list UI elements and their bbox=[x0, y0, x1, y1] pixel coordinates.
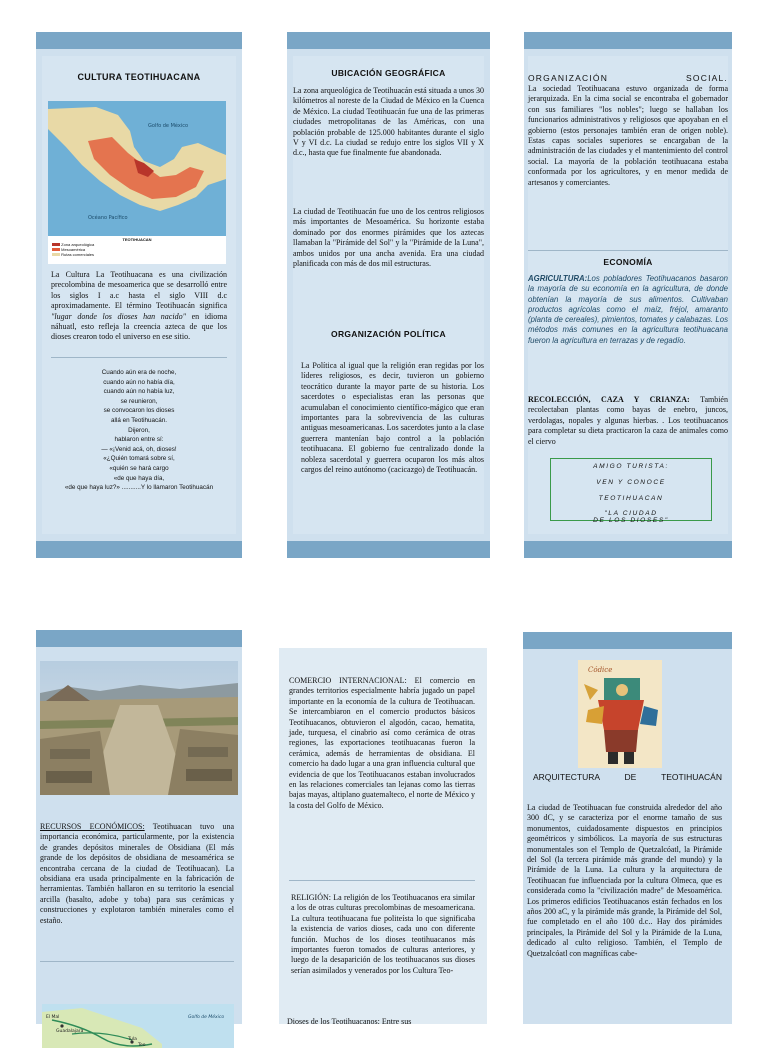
section-title: ECONOMÍA bbox=[603, 257, 653, 267]
divider bbox=[528, 250, 728, 251]
panel-recursos bbox=[36, 630, 242, 1048]
map-label: Guadalajara bbox=[56, 1029, 84, 1034]
trade-route-map bbox=[42, 1004, 234, 1048]
ocean-label: Océano Pacífico bbox=[88, 215, 128, 221]
ciudad-paragraph: La ciudad de Teotihuacán fue uno de los centros religiosos más importantes de Mesoamérica. Su horizonte estaba dominado por dos enormes pirámides que los aztecas llamaban la "Pirámide del Sol" y la "Pirámide de la Luna", ambos unidos por una ancha avenida. Era una ciudad planificada con más de dos mil estructuras. bbox=[293, 207, 484, 269]
panel-cultura bbox=[36, 32, 242, 558]
dioses-paragraph: Dioses de los Teotihuacanos: Entre sus bbox=[287, 1017, 412, 1026]
comercio-paragraph: COMERCIO INTERNACIONAL: El comercio en grandes territorios especialmente habría jugado un papel importante en la economía de la cultura de Teotihuacan. Se intercambiaron en el comercio productos básicos Teotihuacanos, obtuvieron el algodón, cacao, hematita, jade, turquesa, el cinabrio así como cerámica de otras regiones, las exportaciones teotihuacanas fueron la cerámica, además de herramientas de obsidiana. El comercio ha dado lugar a una gran influencia cultural que evidencia de que los Teotihuacanos estaban involucrados en las relaciones comerciales tan lejanas como las tierras bajas mayas, altiplano guatemalteco, el norte de México y la costa del Golfo de México. bbox=[289, 676, 476, 810]
panel-top-bar bbox=[523, 632, 732, 649]
intro-paragraph: La Cultura La Teotihuacana es una civilización precolombina de mesoamerica que se desarrolló entre los siglos I a.c hasta el siglo VIII d.c aproximadamente. El término Teotihuacán significa "lugar donde los dioses han nacido" en idioma náhuatl, esto refleja la creencia azteca de que los dioses crearon todo el universo en ese sitio. bbox=[51, 270, 227, 342]
mesoamerica-map bbox=[48, 101, 226, 236]
legend-item: Rutas comerciales bbox=[52, 252, 222, 257]
ubicacion-paragraph: La zona arqueológica de Teotihuacán está situada a unos 30 kilómetros al noreste de la Ciudad de México en la Cuenca de México. La ciudad Teotihuacán fue una de las primeras ciudades metropolitanas de las Américas, con una población probable de 125.000 habitantes durante el siglo V y VI d.c. La ciudad se redujo entre los siglos VII y X d.c., hasta que fue finalmente fue abandonada. bbox=[293, 86, 484, 158]
agricultura-paragraph: AGRICULTURA:Los pobladores Teotihuacanos basaron la mayoría de su economía en la agricultura, de donde obtenían la mayoría de sus alimentos. Cultivaban productos agrícolas como el maíz, fréjol, amaranto (planta de cereales), pimientos, tomates y calabazas. Los métodos más comunes en la agricultura teotihuacana fueron la agricultura en terrazas y de regadío. bbox=[528, 274, 728, 345]
section-title: ORGANIZACIÓN POLÍTICA bbox=[331, 329, 446, 339]
politica-paragraph: La Política al igual que la religión eran regidas por los líderes religiosos, es decir, tuvieron un gobierno teocrático durante la mayor parte de su historia. Los sacerdotes o especialistas eran las personas que acumulaban el conocimiento científico-mágico que eran importantes para la sobrevivencia de las culturas antiguas mesoamericanas. Los sacerdotes junto a la clase guerrera mantenían bajo control a la población teotihuacana. El gobierno fue centralizado donde la nobleza sacerdotal y guerrera ocuparon los más altos cargos del reino autónomo (cacicazgo) de Teotihuacán. bbox=[301, 361, 484, 475]
panel-top-bar bbox=[36, 630, 242, 647]
arquitectura-paragraph: La ciudad de Teotihuacan fue construida alrededor del año 300 dC, y se caracteriza por el enorme tamaño de sus monumentos, cuidadosamente dispuestos en principios geométricos y simbólicos. La mayoría de sus estructuras monumentales son el Templo de Quetzalcóatl, la Pirámide del Sol (la tercera pirámide más grande del mundo) y la Pirámide de la Luna. La cultura y la arquitectura de Teotihuacan fue influenciada por la cultura Olmeca, que es considerada como la "civilización madre" de Mesoamérica. Los primeros edificios Teotihuacanos están fechados en los años 200 aC, y la pirámide más grande, la Pirámide del Sol, fue completado en el año 100 d.c.. Hay dos pirámides principales, la Pirámide del Sol y la Pirámide de la Luna, dedicado al culto religioso. También, el Templo de Quetzalcóatl con magníficas cabe- bbox=[527, 803, 722, 958]
poem: Cuando aún era de noche, cuando aún no había día, cuando aún no había luz, se reunieron, se convocaron los dioses allá en Teotihuacán. Dijeron, hablaron entre sí: — «¡Venid acá, oh, dioses! «¿Quién tomará sobre sí, «quién se hará cargo «de que haya día, «de que haya luz?» ...........Y lo llamaron Teotihuacán bbox=[64, 369, 214, 492]
map-legend bbox=[48, 236, 226, 264]
legend-item: Zona arqueológica bbox=[52, 242, 222, 247]
panel-top-bar bbox=[524, 32, 732, 49]
panel-bottom-bar bbox=[524, 541, 732, 558]
panel-ubicacion bbox=[287, 32, 490, 558]
map-label: Tula bbox=[128, 1037, 137, 1042]
codex-label: Códice bbox=[588, 666, 613, 674]
legend-item: Mesoamérica bbox=[52, 247, 222, 252]
panel-bottom-bar bbox=[287, 541, 490, 558]
map-legend-title: TEOTIHUACAN bbox=[122, 237, 152, 242]
panel-social bbox=[524, 32, 732, 558]
recursos-paragraph: RECURSOS ECONÓMICOS: Teotihuacan tuvo una importancia económica, particularmente, por la existencia de grandes depósitos minerales de Obsidiana (El más grande de los depósitos de obsidiana de mesoamérica se encontraba cercana de la ciudad de Teotihuacan). La obsidiana era usada principalmente en la fabricación de herramientas. También hallaron en su territorio la esencial arcilla (basalto, adobe y toba) para sus cerámicas y construcciones y explotaron también minerales como el estaño. bbox=[40, 822, 234, 925]
recoleccion-paragraph: RECOLECCIÓN, CAZA Y CRIANZA: También recolectaban plantas como bayas de enebro, juncos, verdolagas, nopales y algunas hierbas. . Los teotihuacanos para completar su dieta practicaron la caza de animales como el ciervo bbox=[528, 395, 728, 446]
religion-paragraph: RELIGIÓN: La religión de los Teotihuacanos era similar a los de otras culturas precolombinas de mesoamericana. La cultura teotihuacana fue politeísta lo que significaba la existencia de varios dioses, cada uno con diferente función. Muchos de los dioses teotihuacanos más importantes fueron tomados de culturas anteriores, y luego de la desaparición de los teotihuacanos sus dioses serían asimilados y venerados por los Cultura Teo- bbox=[291, 893, 475, 975]
section-title: ORGANIZACIÓN SOCIAL. bbox=[528, 73, 728, 83]
map-label: Teo bbox=[138, 1043, 146, 1048]
map-label: El Mal bbox=[46, 1015, 60, 1020]
map-label: Golfo de México bbox=[188, 1015, 225, 1020]
panel-top-bar bbox=[36, 32, 242, 49]
divider bbox=[51, 357, 227, 358]
section-title: UBICACIÓN GEOGRÁFICA bbox=[331, 68, 446, 78]
section-title: CULTURA TEOTIHUACANA bbox=[77, 72, 201, 82]
panel-bottom-bar bbox=[36, 541, 242, 558]
codex-image bbox=[578, 660, 662, 768]
divider bbox=[289, 880, 475, 881]
tourist-box: AMIGO TURISTA: VEN Y CONOCE TEOTIHUACAN "LA CIUDAD DE LOS DIOSES" bbox=[550, 458, 712, 521]
divider bbox=[40, 961, 234, 962]
panel-arquitectura bbox=[523, 632, 732, 1024]
panel-top-bar bbox=[287, 32, 490, 49]
gulf-label: Golfo de México bbox=[148, 123, 189, 129]
panel-comercio bbox=[279, 648, 487, 1024]
section-title: ARQUITECTURA DE TEOTIHUACÁN bbox=[533, 772, 722, 782]
social-paragraph: La sociedad Teotihuacana estuvo organizada de forma jerarquizada. En la cima social se encontraba el gobernador con sus familiares "los nobles"; luego se hallaban los funcionarios administrativos y religiosos que apoyaban en el gobierno (estos personajes también eran de origen noble). Estas capas sociales superiores se encargaban de la administración de las ciudades y el mantenimiento del control social. La mayoría de la población teotihuacana estaba conformada por los agricultores, y en menor medida de artesanos y comerciantes. bbox=[528, 84, 728, 187]
teotihuacan-photo bbox=[40, 661, 238, 795]
